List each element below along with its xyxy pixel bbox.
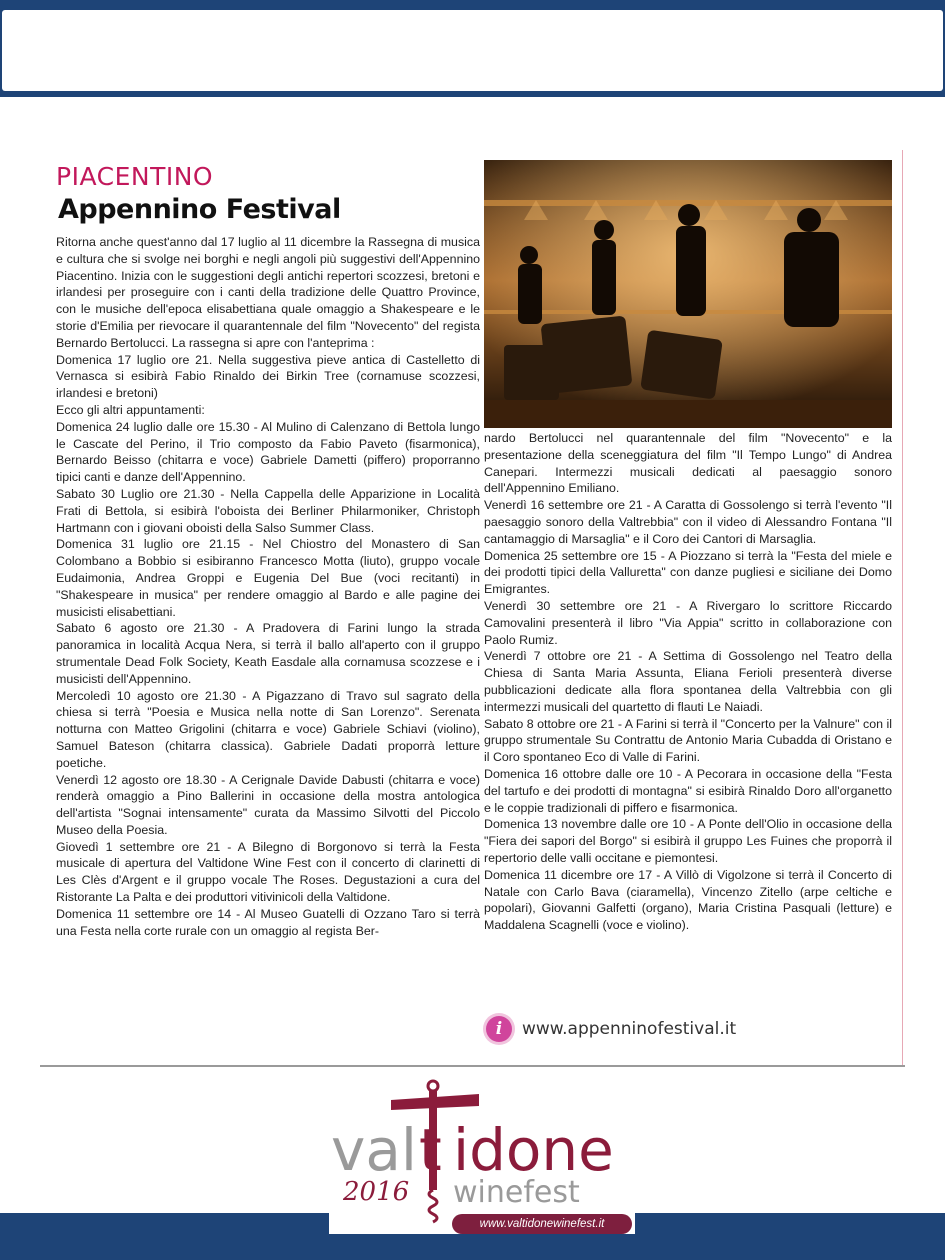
left-column — [56, 234, 480, 939]
right-column — [484, 430, 892, 934]
paragraph: Venerdì 30 settembre ore 21 - A Rivergaro lo scrittore Riccardo Camovalini presenterà il libro "Via Appia" scritto in collaborazione con Paolo Rumiz. — [484, 598, 892, 647]
article-title: Appennino Festival — [58, 194, 341, 225]
logo-word-t: t — [419, 1116, 442, 1184]
website-line — [486, 1016, 736, 1042]
info-icon: i — [486, 1016, 512, 1042]
paragraph: Domenica 31 luglio ore 21.15 - Nel Chiostro del Monastero di San Colombano a Bobbio si esibiranno Francesco Motta (liuto), gruppo vocale Eudaimonia, Andrea Groppi e Eugenia Del Bue (voci recitanti) in "Shakespeare in musica" per rendere omaggio al Bardo e alle pagine dei musicisti elisabettiani. — [56, 537, 480, 619]
paragraph: Sabato 6 agosto ore 21.30 - A Pradovera di Farini lungo la strada panoramica in località Acqua Nera, si terrà il ballo all'aperto con il gruppo strumentale Dead Folk Society, Keath Easdale alla cornamusa scozzese e i musicisti dell'Appennino. — [56, 621, 480, 686]
logo-year: 2016 — [343, 1177, 410, 1207]
logo-wine-fest: winefest — [453, 1175, 580, 1210]
article-kicker: PIACENTINO — [56, 162, 214, 191]
paragraph: Venerdì 7 ottobre ore 21 - A Settima di Gossolengo nel Teatro della Chiesa di Santa Maria Assunta, Eliana Ferioli presenterà diverse pubblicazioni dedicate alla flora spontanea della Valtrebbia con gli intermezzi musicali del quartetto di flauti Le Naiadi. — [484, 649, 892, 714]
paragraph: Ritorna anche quest'anno dal 17 luglio al 11 dicembre la Rassegna di musica e cultura che si svolge nei borghi e negli angoli più suggestivi dell'Appennino Piacentino. Inizia con le suggestioni degli antichi repertori scozzesi, bretoni e irlandesi per proseguire con i canti della tradizione delle Quattro Province, con le musiche dell'epoca elisabettiana quale omaggio a Shakespeare e le storie d'Emilia per rievocare il quarantennale del film "Novecento" del regista Bernardo Bertolucci. La rassegna si apre con l'anteprima : — [56, 235, 480, 350]
logo-artwork — [329, 1072, 635, 1234]
header-bar — [0, 0, 945, 97]
website-link[interactable]: www.appenninofestival.it — [522, 1019, 737, 1039]
right-margin-rule — [902, 150, 903, 1065]
logo-website-link[interactable]: www.valtidonewinefest.it — [452, 1214, 632, 1234]
header-blank-panel — [2, 10, 943, 91]
concert-photo — [484, 160, 892, 428]
article — [40, 150, 905, 1067]
paragraph: Giovedì 1 settembre ore 21 - A Bilegno di Borgonovo si terrà la Festa musicale di apertura del Valtidone Wine Fest con il concerto di clarinetti di Les Clès d'Argent e il gruppo vocale The Roses. Degustazioni a cura del Ristorante La Palta e dei produttori vitivinicoli della Valtidone. — [56, 839, 480, 905]
valtidone-wine-fest-logo — [329, 1072, 635, 1234]
concert-photo-illustration — [484, 160, 892, 428]
paragraph: Sabato 8 ottobre ore 21 - A Farini si terrà il "Concerto per la Valnure" con il gruppo strumentale Su Contrattu de Antonio Maria Cubadda di Oristano e il Coro spontaneo Eco di Valle di Farini. — [484, 716, 892, 765]
paragraph: Mercoledì 10 agosto ore 21.30 - A Pigazzano di Travo sul sagrato della chiesa si terrà "Poesia e Musica nella notte di San Lorenzo". Serenata notturna con Matteo Grigolini (chitarra e voce) Gabriele Schiavi (violino), Samuel Bateson (chitarra classica). Gabriele Dadati proporrà letture poetiche. — [56, 688, 480, 770]
paragraph: Domenica 25 settembre ore 15 - A Piozzano si terrà la "Festa del miele e dei prodotti tipici della Valluretta" con danze pugliesi e siciliane dei Domo Emigrantes. — [484, 548, 892, 597]
paragraph: Domenica 24 luglio dalle ore 15.30 - Al Mulino di Calenzano di Bettola lungo le Cascate del Perino, il Trio composto da Fabio Paveto (fisarmonica), Bernardo Beisso (chitarra e voce) Gabriele Dametti (piffero) proporranno tipici canti e danze dell'Appennino. — [56, 419, 480, 485]
paragraph: Venerdì 12 agosto ore 18.30 - A Cerignale Davide Dabusti (chitarra e voce) renderà omaggio a Pino Ballerini in occasione della mostra antologica dell'artista "Sognai intensamente" curata da Massimo Silvotti del Piccolo Museo della Poesia. — [56, 772, 480, 837]
logo-word-idone: idone — [453, 1116, 614, 1184]
paragraph: Ecco gli altri appuntamenti: — [56, 402, 205, 417]
paragraph: Domenica 11 settembre ore 14 - Al Museo Guatelli di Ozzano Taro si terrà una Festa nella corte rurale con un omaggio al regista Ber- — [56, 906, 480, 938]
paragraph: Domenica 13 novembre dalle ore 10 - A Ponte dell'Olio in occasione della "Fiera dei sapori del Borgo" si esibirà il gruppo Les Fuines che proporrà il repertorio delle valli occitane e piemontesi. — [484, 817, 892, 865]
paragraph: nardo Bertolucci nel quarantennale del film "Novecento" e la presentazione della sceneggiatura del film "Il Tempo Lungo" di Andrea Canepari. Intermezzi musicali dedicati al paesaggio sonoro dell'Appennino Emiliano. — [484, 431, 892, 496]
logo-word-val: val — [331, 1116, 417, 1184]
paragraph: Venerdì 16 settembre ore 21 - A Caratta di Gossolengo si terrà l'evento "Il paesaggio sonoro della Valtrebbia" con il video di Alessandro Fontana "Il cantamaggio di Marsaglia" e il Coro dei Cantori di Marsaglia. — [484, 498, 892, 546]
paragraph: Domenica 16 ottobre dalle ore 10 - A Pecorara in occasione della "Festa del tartufo e dei prodotti di montagna" si esibirà Rinaldo Doro all'organetto e le coppie tradizionali di piffero e fisarmonica. — [484, 766, 892, 815]
paragraph: Domenica 17 luglio ore 21. Nella suggestiva pieve antica di Castelletto di Vernasca si esibirà Fabio Rinaldo dei Birkin Tree (cornamuse scozzesi, irlandesi e bretoni) — [56, 352, 480, 401]
paragraph: Sabato 30 Luglio ore 21.30 - Nella Cappella delle Apparizione in Località Frati di Bettola, si esibirà l'oboista dei Berliner Philarmoniker, Christoph Hartmann con i giovani oboisti della Salso Summer Class. — [56, 486, 480, 535]
paragraph: Domenica 11 dicembre ore 17 - A Villò di Vigolzone si terrà il Concerto di Natale con Carlo Bava (ciaramella), Vincenzo Zitello (arpe celtiche e popolari), Giovanni Galfetti (organo), Maria Cristina Pasquali (letture) e Maddalena Scagnelli (voce e violino). — [484, 867, 892, 933]
